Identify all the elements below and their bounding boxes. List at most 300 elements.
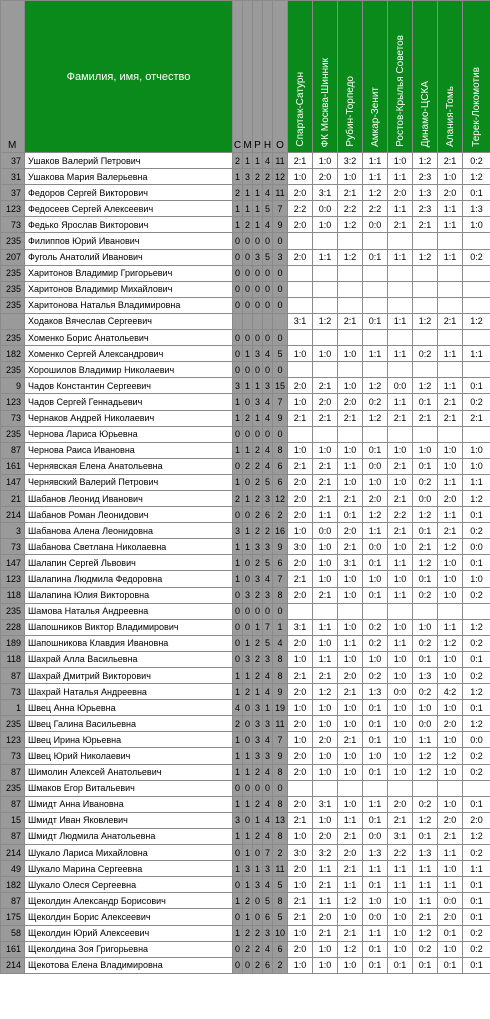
score-cell: 1:0: [338, 587, 363, 603]
score-cell: 1:2: [338, 217, 363, 233]
score-cell: 1:3: [413, 668, 438, 684]
score-cell: 0:2: [413, 684, 438, 700]
stat-cell: 6: [263, 909, 273, 925]
score-cell: [438, 603, 463, 619]
table-row: [1, 394, 490, 410]
header-row: [1, 1, 490, 153]
stat-cell: 1: [253, 217, 263, 233]
score-cell: [363, 281, 388, 297]
stat-cell: 3: [233, 812, 243, 828]
stat-cell: 0: [233, 265, 243, 281]
score-cell: 0:1: [438, 957, 463, 973]
table-row: [1, 442, 490, 458]
stat-cell: 7: [273, 394, 288, 410]
stat-cell: 0: [243, 233, 253, 249]
name-cell: Шабанов Леонид Иванович: [25, 490, 233, 506]
score-cell: [388, 603, 413, 619]
match-label: Алания-Томь: [444, 86, 456, 147]
score-cell: 2:2: [338, 201, 363, 217]
match-label: Динамо-ЦСКА: [419, 80, 431, 147]
score-cell: 3:2: [313, 845, 338, 861]
score-cell: 1:0: [388, 893, 413, 909]
place-cell: 73: [1, 748, 25, 764]
table-row: [1, 957, 490, 973]
score-cell: 1:0: [463, 458, 490, 474]
stat-cell: 19: [273, 700, 288, 716]
score-cell: 2:1: [288, 668, 313, 684]
score-cell: [388, 780, 413, 796]
score-cell: 2:0: [288, 217, 313, 233]
place-cell: 73: [1, 539, 25, 555]
score-cell: 0:1: [388, 957, 413, 973]
stat-cell: 0: [253, 362, 263, 378]
score-cell: 0:2: [413, 474, 438, 490]
score-cell: [313, 265, 338, 281]
score-cell: 2:0: [438, 185, 463, 201]
score-cell: 2:2: [363, 201, 388, 217]
score-cell: 1:1: [463, 861, 490, 877]
score-cell: 1:2: [438, 748, 463, 764]
score-cell: [463, 362, 490, 378]
stat-cell: 1: [233, 410, 243, 426]
stat-cell: 9: [273, 684, 288, 700]
header-stat: С: [233, 1, 243, 153]
score-cell: [338, 603, 363, 619]
score-cell: 1:0: [413, 700, 438, 716]
score-cell: 2:0: [313, 828, 338, 844]
stat-cell: 1: [243, 828, 253, 844]
score-cell: 1:3: [363, 845, 388, 861]
score-cell: 1:1: [438, 378, 463, 394]
stat-cell: 1: [233, 925, 243, 941]
stat-cell: 2: [273, 507, 288, 523]
stat-cell: 0: [253, 909, 263, 925]
score-cell: 2:0: [338, 394, 363, 410]
score-cell: [438, 330, 463, 346]
stat-cell: 3: [253, 732, 263, 748]
table-row: [1, 185, 490, 201]
name-cell: Харитонова Наталья Владимировна: [25, 297, 233, 313]
score-cell: 0:0: [363, 828, 388, 844]
score-cell: 1:1: [388, 861, 413, 877]
score-cell: 1:0: [313, 153, 338, 169]
stat-cell: 15: [273, 378, 288, 394]
stat-cell: 2: [243, 941, 253, 957]
stat-cell: 3: [263, 651, 273, 667]
name-cell: Чернявский Валерий Петрович: [25, 474, 233, 490]
stat-cell: 5: [263, 249, 273, 265]
stat-cell: 3: [263, 748, 273, 764]
score-cell: 1:0: [438, 651, 463, 667]
score-cell: 1:1: [313, 893, 338, 909]
score-cell: 2:1: [338, 539, 363, 555]
stat-cell: 0: [243, 297, 253, 313]
stat-cell: 0: [273, 603, 288, 619]
score-cell: 1:0: [438, 764, 463, 780]
score-cell: 1:2: [413, 812, 438, 828]
stat-cell: 2: [253, 668, 263, 684]
score-cell: 1:1: [363, 153, 388, 169]
score-cell: 1:1: [413, 732, 438, 748]
score-cell: 1:0: [338, 716, 363, 732]
score-cell: 2:0: [438, 812, 463, 828]
stat-cell: 1: [243, 201, 253, 217]
score-cell: 0:2: [413, 635, 438, 651]
score-cell: [388, 297, 413, 313]
score-cell: 2:0: [338, 523, 363, 539]
place-cell: 1: [1, 700, 25, 716]
name-cell: Шамова Наталья Андреевна: [25, 603, 233, 619]
match-label: Рубин-Торпедо: [344, 76, 356, 147]
place-cell: 3: [1, 523, 25, 539]
score-cell: 1:1: [313, 507, 338, 523]
score-cell: 0:0: [388, 684, 413, 700]
score-cell: 3:1: [288, 619, 313, 635]
stat-cell: 6: [273, 555, 288, 571]
stat-cell: 1: [243, 153, 253, 169]
name-cell: Шимолин Алексей Анатольевич: [25, 764, 233, 780]
score-cell: 2:1: [438, 153, 463, 169]
score-cell: 2:1: [338, 684, 363, 700]
score-cell: [413, 603, 438, 619]
score-cell: 2:1: [288, 812, 313, 828]
score-cell: 2:1: [338, 732, 363, 748]
table-row: [1, 941, 490, 957]
stat-cell: 0: [243, 619, 253, 635]
score-cell: 2:0: [288, 941, 313, 957]
score-cell: 1:2: [413, 764, 438, 780]
name-cell: Ушакова Мария Валерьевна: [25, 169, 233, 185]
stat-cell: 4: [263, 941, 273, 957]
score-cell: [463, 330, 490, 346]
score-cell: 2:1: [388, 523, 413, 539]
score-cell: 2:3: [413, 169, 438, 185]
place-cell: 235: [1, 233, 25, 249]
stat-cell: 2: [253, 651, 263, 667]
place-cell: 235: [1, 716, 25, 732]
stat-cell: 3: [263, 539, 273, 555]
stat-cell: 2: [273, 957, 288, 973]
stat-cell: 0: [233, 507, 243, 523]
score-cell: 1:1: [388, 877, 413, 893]
stat-cell: 2: [253, 490, 263, 506]
score-cell: 2:1: [288, 571, 313, 587]
stat-cell: 0: [233, 603, 243, 619]
header-stat: Р: [253, 1, 263, 153]
score-cell: 1:0: [463, 217, 490, 233]
score-cell: 2:0: [313, 732, 338, 748]
score-cell: [388, 233, 413, 249]
score-cell: 1:1: [313, 249, 338, 265]
score-cell: 1:0: [338, 378, 363, 394]
score-cell: [363, 603, 388, 619]
name-cell: Федосеев Сергей Алексеевич: [25, 201, 233, 217]
stat-cell: 6: [263, 957, 273, 973]
score-cell: 1:2: [413, 748, 438, 764]
stat-cell: 3: [243, 861, 253, 877]
score-cell: 1:0: [288, 394, 313, 410]
score-cell: 2:0: [288, 796, 313, 812]
score-cell: 1:0: [413, 442, 438, 458]
stat-cell: 2: [253, 925, 263, 941]
score-cell: 0:1: [463, 909, 490, 925]
score-cell: 1:2: [338, 941, 363, 957]
score-cell: 2:0: [438, 909, 463, 925]
score-cell: 1:0: [463, 571, 490, 587]
score-cell: [313, 281, 338, 297]
score-cell: [463, 780, 490, 796]
header-place: М: [1, 1, 25, 153]
score-cell: 2:0: [363, 490, 388, 506]
place-cell: 37: [1, 153, 25, 169]
stat-cell: 10: [273, 925, 288, 941]
score-cell: 1:0: [313, 346, 338, 362]
name-cell: Шалапина Людмила Федоровна: [25, 571, 233, 587]
score-cell: 1:0: [288, 523, 313, 539]
score-cell: 2:1: [338, 925, 363, 941]
table-row: [1, 684, 490, 700]
score-cell: 1:0: [313, 748, 338, 764]
score-cell: 2:2: [388, 845, 413, 861]
score-cell: 1:0: [438, 700, 463, 716]
score-cell: [438, 233, 463, 249]
score-cell: 0:1: [363, 957, 388, 973]
name-cell: Ходаков Вячеслав Сергеевич: [25, 313, 233, 329]
score-cell: 1:0: [288, 169, 313, 185]
stat-cell: 4: [263, 217, 273, 233]
score-cell: 1:0: [438, 458, 463, 474]
score-cell: 0:2: [463, 523, 490, 539]
table-row: [1, 490, 490, 506]
table-row: [1, 635, 490, 651]
name-cell: Шукало Олеся Сергеевна: [25, 877, 233, 893]
score-cell: 2:0: [313, 394, 338, 410]
score-cell: [413, 426, 438, 442]
score-cell: 0:2: [413, 796, 438, 812]
score-cell: 2:1: [288, 909, 313, 925]
stat-cell: 0: [243, 474, 253, 490]
place-cell: 235: [1, 330, 25, 346]
stat-cell: [263, 313, 273, 329]
score-cell: 1:0: [388, 925, 413, 941]
score-cell: 1:2: [438, 539, 463, 555]
score-cell: 1:1: [338, 812, 363, 828]
stat-cell: 0: [233, 281, 243, 297]
stat-cell: 5: [263, 474, 273, 490]
stat-cell: 0: [253, 893, 263, 909]
score-cell: 1:1: [438, 217, 463, 233]
name-cell: Шахрай Дмитрий Викторович: [25, 668, 233, 684]
stat-cell: 9: [273, 539, 288, 555]
score-cell: 1:0: [288, 700, 313, 716]
score-cell: 1:1: [363, 523, 388, 539]
stat-cell: 0: [263, 233, 273, 249]
score-cell: 2:0: [288, 748, 313, 764]
place-cell: 161: [1, 458, 25, 474]
score-cell: [388, 281, 413, 297]
score-cell: 1:0: [288, 346, 313, 362]
score-cell: 2:1: [313, 490, 338, 506]
stat-cell: 0: [243, 362, 253, 378]
score-cell: 2:0: [288, 249, 313, 265]
table-row: [1, 330, 490, 346]
score-cell: 1:2: [313, 684, 338, 700]
score-cell: 2:1: [413, 539, 438, 555]
score-cell: 0:1: [363, 249, 388, 265]
stat-cell: 4: [263, 732, 273, 748]
match-label: Амкар-Зенит: [369, 87, 381, 147]
score-cell: 1:0: [313, 941, 338, 957]
stat-cell: 1: [233, 442, 243, 458]
name-cell: Шалапина Юлия Викторовна: [25, 587, 233, 603]
score-cell: 2:1: [438, 828, 463, 844]
stat-cell: 4: [263, 153, 273, 169]
stat-cell: 6: [273, 941, 288, 957]
stat-cell: 8: [273, 764, 288, 780]
table-row: [1, 555, 490, 571]
table-row: [1, 169, 490, 185]
stat-cell: 7: [273, 571, 288, 587]
score-cell: 2:0: [388, 185, 413, 201]
score-cell: 0:0: [363, 458, 388, 474]
stat-cell: 2: [253, 635, 263, 651]
place-cell: 73: [1, 684, 25, 700]
stat-cell: 6: [273, 474, 288, 490]
stat-cell: 1: [243, 490, 253, 506]
table-row: [1, 523, 490, 539]
stat-cell: 3: [253, 748, 263, 764]
table-row: [1, 507, 490, 523]
stat-cell: 1: [243, 668, 253, 684]
stat-cell: 0: [253, 780, 263, 796]
stat-cell: 6: [263, 507, 273, 523]
score-cell: 2:1: [338, 861, 363, 877]
table-row: [1, 410, 490, 426]
name-cell: Швец Галина Васильевна: [25, 716, 233, 732]
stat-cell: 0: [233, 619, 243, 635]
score-cell: 2:2: [288, 201, 313, 217]
stat-cell: 3: [233, 378, 243, 394]
score-cell: 1:1: [313, 619, 338, 635]
stat-cell: 0: [233, 249, 243, 265]
score-cell: 2:0: [338, 668, 363, 684]
place-cell: 228: [1, 619, 25, 635]
score-cell: 1:1: [388, 313, 413, 329]
stat-cell: 4: [263, 684, 273, 700]
score-cell: 1:2: [413, 313, 438, 329]
stat-cell: 0: [253, 281, 263, 297]
table-row: [1, 828, 490, 844]
stat-cell: 8: [273, 893, 288, 909]
score-cell: 1:1: [338, 877, 363, 893]
stat-cell: 5: [263, 555, 273, 571]
place-cell: 87: [1, 764, 25, 780]
name-cell: Чернова Лариса Юрьевна: [25, 426, 233, 442]
stat-cell: 7: [263, 845, 273, 861]
score-cell: 1:0: [288, 732, 313, 748]
stat-cell: 0: [233, 780, 243, 796]
score-cell: 0:1: [363, 555, 388, 571]
header-match: [288, 1, 313, 153]
score-cell: 3:1: [388, 828, 413, 844]
score-cell: 1:0: [338, 619, 363, 635]
score-cell: [388, 362, 413, 378]
stat-cell: 4: [263, 458, 273, 474]
score-cell: [388, 426, 413, 442]
score-cell: 2:1: [388, 217, 413, 233]
stat-cell: 0: [263, 780, 273, 796]
stat-cell: 0: [263, 362, 273, 378]
score-cell: 0:0: [438, 893, 463, 909]
score-cell: 1:0: [388, 619, 413, 635]
score-cell: 1:0: [313, 764, 338, 780]
score-cell: 2:1: [463, 410, 490, 426]
score-cell: 1:1: [438, 877, 463, 893]
score-cell: 0:1: [463, 185, 490, 201]
table-row: [1, 764, 490, 780]
stat-cell: 0: [243, 507, 253, 523]
score-cell: 0:1: [363, 812, 388, 828]
score-cell: 0:2: [463, 153, 490, 169]
place-cell: 147: [1, 474, 25, 490]
score-cell: 1:0: [388, 474, 413, 490]
score-cell: 3:1: [313, 185, 338, 201]
stat-cell: 13: [273, 812, 288, 828]
score-cell: 0:1: [363, 587, 388, 603]
stat-cell: 3: [243, 651, 253, 667]
table-row: [1, 893, 490, 909]
stat-cell: [273, 313, 288, 329]
place-cell: 123: [1, 201, 25, 217]
place-cell: 58: [1, 925, 25, 941]
score-cell: 2:1: [313, 668, 338, 684]
stat-cell: 3: [253, 571, 263, 587]
score-cell: 2:1: [388, 458, 413, 474]
score-cell: 0:1: [413, 394, 438, 410]
score-cell: 0:1: [413, 458, 438, 474]
score-cell: 0:2: [413, 587, 438, 603]
stat-cell: 0: [243, 603, 253, 619]
score-cell: 0:1: [413, 651, 438, 667]
score-cell: 0:1: [363, 716, 388, 732]
score-cell: 1:0: [388, 764, 413, 780]
stat-cell: 0: [263, 603, 273, 619]
stat-cell: 2: [243, 458, 253, 474]
score-cell: 2:1: [338, 828, 363, 844]
stat-cell: 5: [273, 877, 288, 893]
stat-cell: 3: [243, 169, 253, 185]
score-cell: 0:0: [363, 217, 388, 233]
score-cell: 0:2: [363, 668, 388, 684]
stat-cell: 2: [233, 490, 243, 506]
stat-cell: 0: [243, 732, 253, 748]
score-cell: 2:0: [388, 796, 413, 812]
score-cell: 0:0: [413, 490, 438, 506]
score-cell: 2:1: [313, 474, 338, 490]
stat-cell: 3: [233, 523, 243, 539]
name-cell: Щекотова Елена Владимировна: [25, 957, 233, 973]
stat-cell: 5: [273, 909, 288, 925]
stat-cell: 4: [263, 764, 273, 780]
score-cell: 0:1: [363, 877, 388, 893]
score-cell: 0:1: [363, 442, 388, 458]
table-row: [1, 153, 490, 169]
score-cell: 1:0: [388, 668, 413, 684]
score-cell: 2:1: [413, 217, 438, 233]
score-cell: 1:0: [413, 619, 438, 635]
score-cell: 1:1: [388, 555, 413, 571]
stat-cell: 0: [243, 394, 253, 410]
